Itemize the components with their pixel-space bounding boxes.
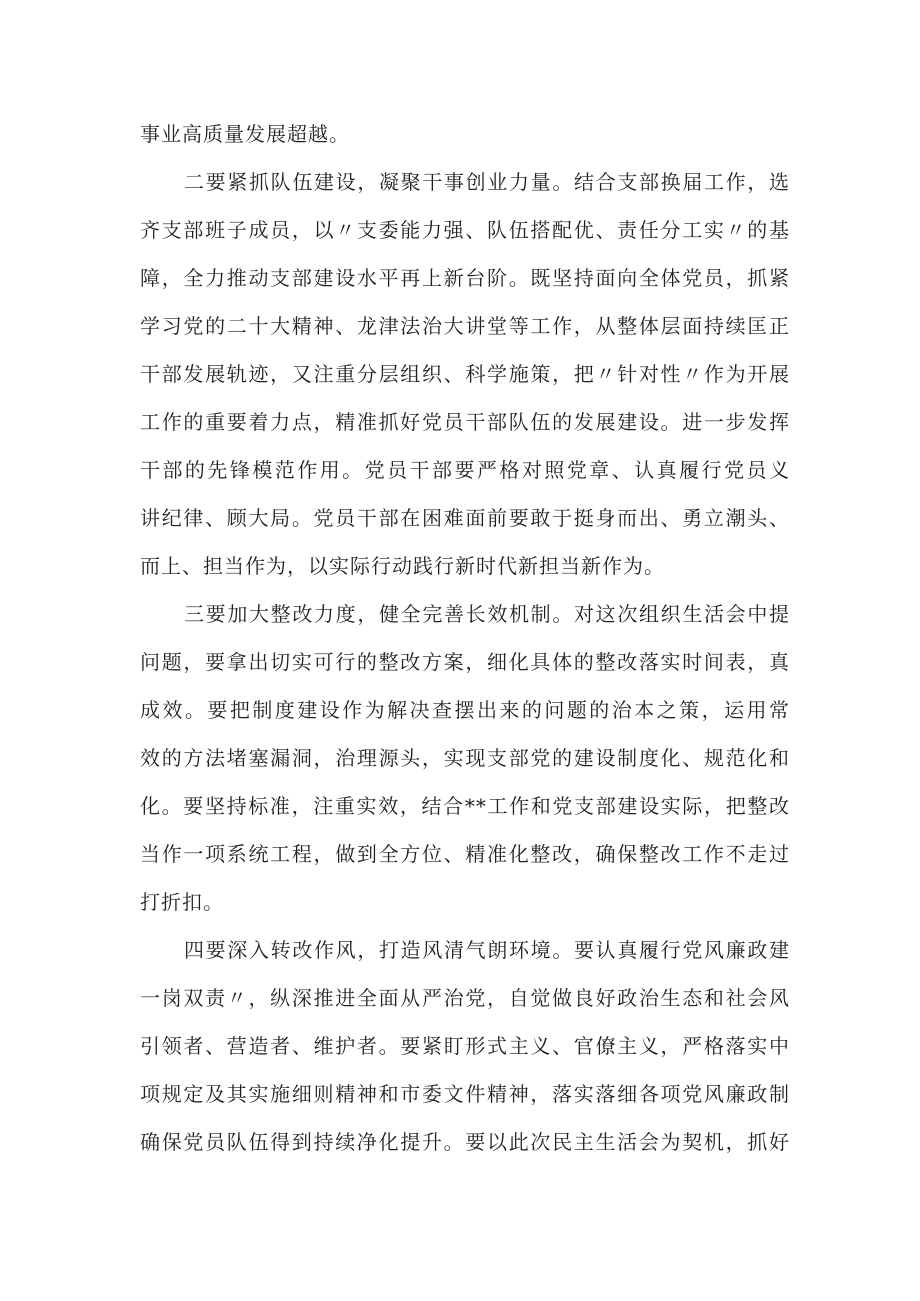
text-line: 学习党的二十大精神、龙津法治大讲堂等工作，从整体层面持续匡正 (140, 314, 790, 338)
text-line: 齐支部班子成员，以〃支委能力强、队伍搭配优、责任分工实〃的基 (140, 218, 790, 242)
text-line: 讲纪律、顾大局。党员干部在困难面前要敢于挺身而出、勇立潮头、 (140, 506, 790, 530)
text-line: 事业高质量发展超越。 (140, 122, 350, 146)
document-body (140, 110, 790, 1166)
text-line: 效的方法堵塞漏洞，治理源头，实现支部党的建设制度化、规范化和 (140, 746, 790, 770)
text-line: 当作一项系统工程，做到全方位、精准化整改，确保整改工作不走过 (140, 842, 790, 866)
paragraph-start-line: 三要加大整改力度，健全完善长效机制。对这次组织生活会中提 (184, 602, 790, 626)
paragraph-start-line: 四要深入转改作风，打造风清气朗环境。要认真履行党风廉政建 (184, 938, 790, 962)
text-line: 成效。要把制度建设作为解决查摆出来的问题的治本之策，运用常 (140, 698, 790, 722)
paragraph-start-line: 二要紧抓队伍建设，凝聚干事创业力量。结合支部换届工作，选 (184, 170, 790, 194)
text-line: 引领者、营造者、维护者。要紧盯形式主义、官僚主义，严格落实中 (140, 1034, 790, 1058)
text-line: 确保党员队伍得到持续净化提升。要以此次民主生活会为契机，抓好 (140, 1130, 790, 1154)
text-line: 障，全力推动支部建设水平再上新台阶。既坚持面向全体党员，抓紧 (140, 266, 790, 290)
text-line: 项规定及其实施细则精神和市委文件精神，落实落细各项党风廉政制 (140, 1082, 790, 1106)
text-line: 化。要坚持标准，注重实效，结合**工作和党支部建设实际，把整改 (140, 794, 790, 818)
text-line: 问题，要拿出切实可行的整改方案，细化具体的整改落实时间表，真 (140, 650, 790, 674)
text-line: 干部发展轨迹，又注重分层组织、科学施策，把〃针对性〃作为开展 (140, 362, 790, 386)
text-line: 一岗双责〃，纵深推进全面从严治党，自觉做良好政治生态和社会风 (140, 986, 790, 1010)
text-line: 工作的重要着力点，精准抓好党员干部队伍的发展建设。进一步发挥 (140, 410, 790, 434)
text-line: 干部的先锋模范作用。党员干部要严格对照党章、认真履行党员义 (140, 458, 790, 482)
text-line: 而上、担当作为，以实际行动践行新时代新担当新作为。 (140, 554, 665, 578)
text-line: 打折扣。 (140, 890, 224, 914)
